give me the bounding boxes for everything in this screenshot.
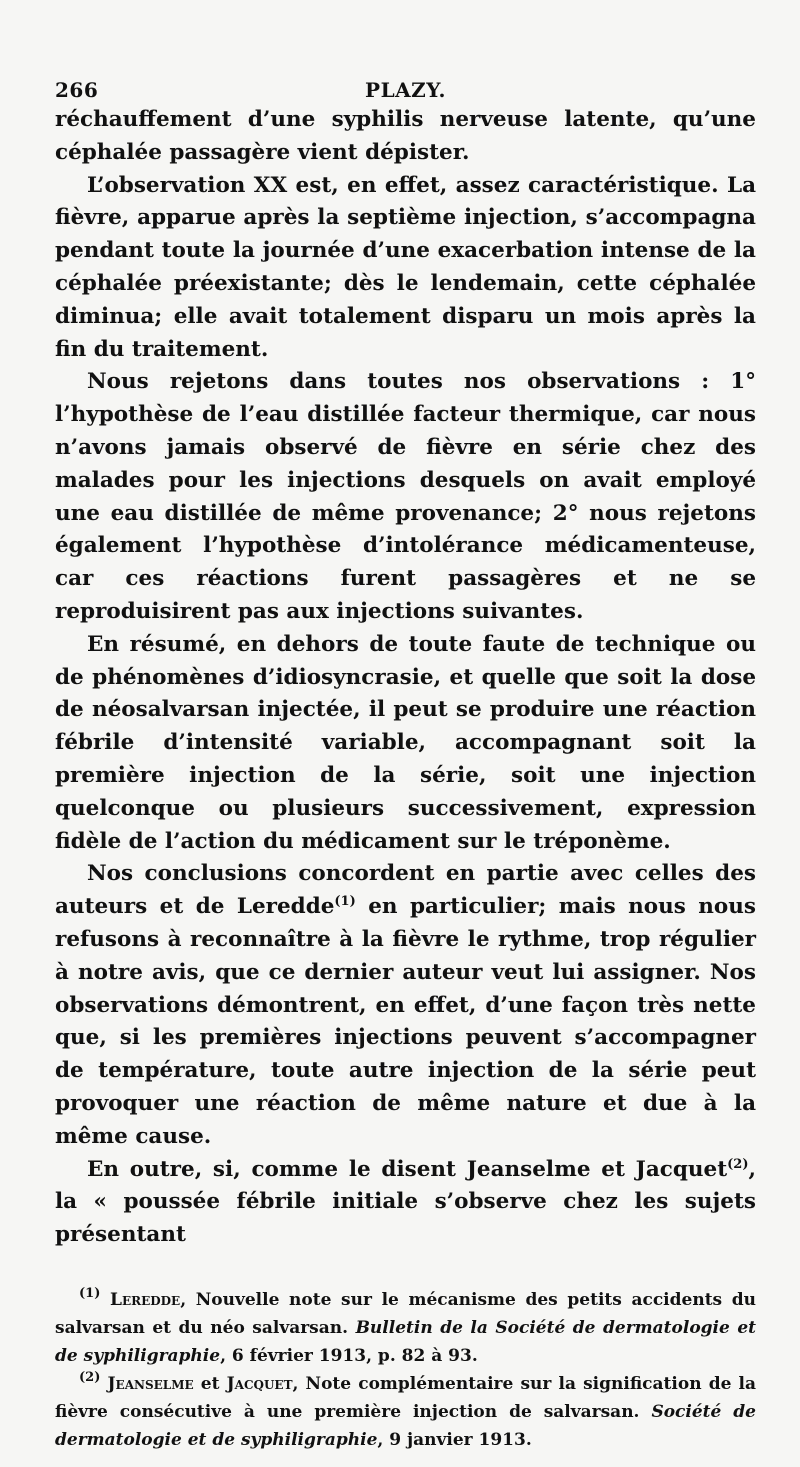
paragraph-text: en particulier; mais nous nous refusons à reconnaître à la fièvre le rythme, trop régulier à notre avis, que ce dernier auteur veut lui assigner. Nos observations démontrent, en effet, d’une façon très nette que, si les premières injections peuvent s’accompagner de température, toute autre injection de la série peut provoquer une réaction de même nature et due à la même cause. xyxy=(55,894,756,1149)
paragraph-summary: En résumé, en dehors de toute faute de technique ou de phénomènes d’idiosyncrasie, et quelle que soit la dose de néosalvarsan injectée, il peut se produire une réaction fébrile d’intensité variable, accompagnant soit la première injection de la série, soit une injection quelconque ou plusieurs successivement, expression fidèle de l’action du médicament sur le tréponème. xyxy=(55,631,756,854)
paragraph-text: Nos conclusions concordent en partie avec celles des auteurs et de Leredde xyxy=(55,861,756,920)
page-number: 266 xyxy=(55,78,99,102)
paragraph-observation-xx: L’observation XX est, en effet, assez caractéristique. La fièvre, apparue après la septième injection, s’accompagna pendant toute la journée d’une exacerbation intense de la céphalée préexistante; dès le lendemain, cette céphalée diminua; elle avait totalement disparu un mois après la fin du traitement. xyxy=(55,172,756,362)
footnote-author: Jacquet xyxy=(226,1373,293,1394)
footnote-marker: (2) xyxy=(79,1369,101,1385)
paragraph-rejections: Nous rejetons dans toutes nos observations : 1° l’hypothèse de l’eau distillée facteur thermique, car nous n’avons jamais observé de fièvre en série chez des malades pour les injections desquels on avait employé une eau distillée de même provenance; 2° nous rejetons également l’hypothèse d’intolérance médicamenteuse, car ces réactions furent passagères et ne se reproduisirent pas aux injections suivantes. xyxy=(55,369,756,624)
footnote-ref-1[interactable]: (1) xyxy=(334,894,356,910)
footnote-author: Leredde xyxy=(110,1289,181,1310)
footnote-ref-2[interactable]: (2) xyxy=(727,1156,749,1172)
footnote-2 xyxy=(55,1370,756,1454)
footnote-text: et xyxy=(193,1373,227,1394)
footnote-marker: (1) xyxy=(79,1285,101,1301)
footnote-author: Jeanselme xyxy=(107,1373,194,1394)
footnotes xyxy=(55,1286,756,1454)
footnote-text: , Nouvelle note sur le mécanisme des petits accidents du salvarsan et du néo salvarsan. xyxy=(55,1289,756,1338)
footnote-tail: , 6 février 1913, p. 82 à 93. xyxy=(220,1345,478,1366)
paragraph-further xyxy=(55,1154,756,1252)
body-text xyxy=(55,104,756,1252)
paragraph-continuation: réchauffement d’une syphilis nerveuse latente, qu’une céphalée passagère vient dépister. xyxy=(55,107,756,165)
footnote-journal: Bulletin de la Société de dermatologie et de syphiligraphie xyxy=(55,1317,756,1366)
footnote-journal: Société de dermatologie et de syphiligraphie xyxy=(55,1401,756,1450)
paragraph-text: , la « poussée fébrile initiale s’observe chez les sujets présentant xyxy=(55,1156,756,1248)
footnote-text: , Note complémentaire sur la signification de la fièvre consécutive à une première injection de salvarsan. xyxy=(55,1373,756,1422)
footnote-tail: , 9 janvier 1913. xyxy=(377,1429,532,1450)
footnote-1 xyxy=(55,1286,756,1370)
running-head xyxy=(55,72,756,104)
running-title: PLAZY. xyxy=(365,78,446,102)
paragraph-text: En outre, si, comme le disent Jeanselme et Jacquet xyxy=(87,1156,728,1182)
paragraph-conclusions xyxy=(55,858,756,1153)
